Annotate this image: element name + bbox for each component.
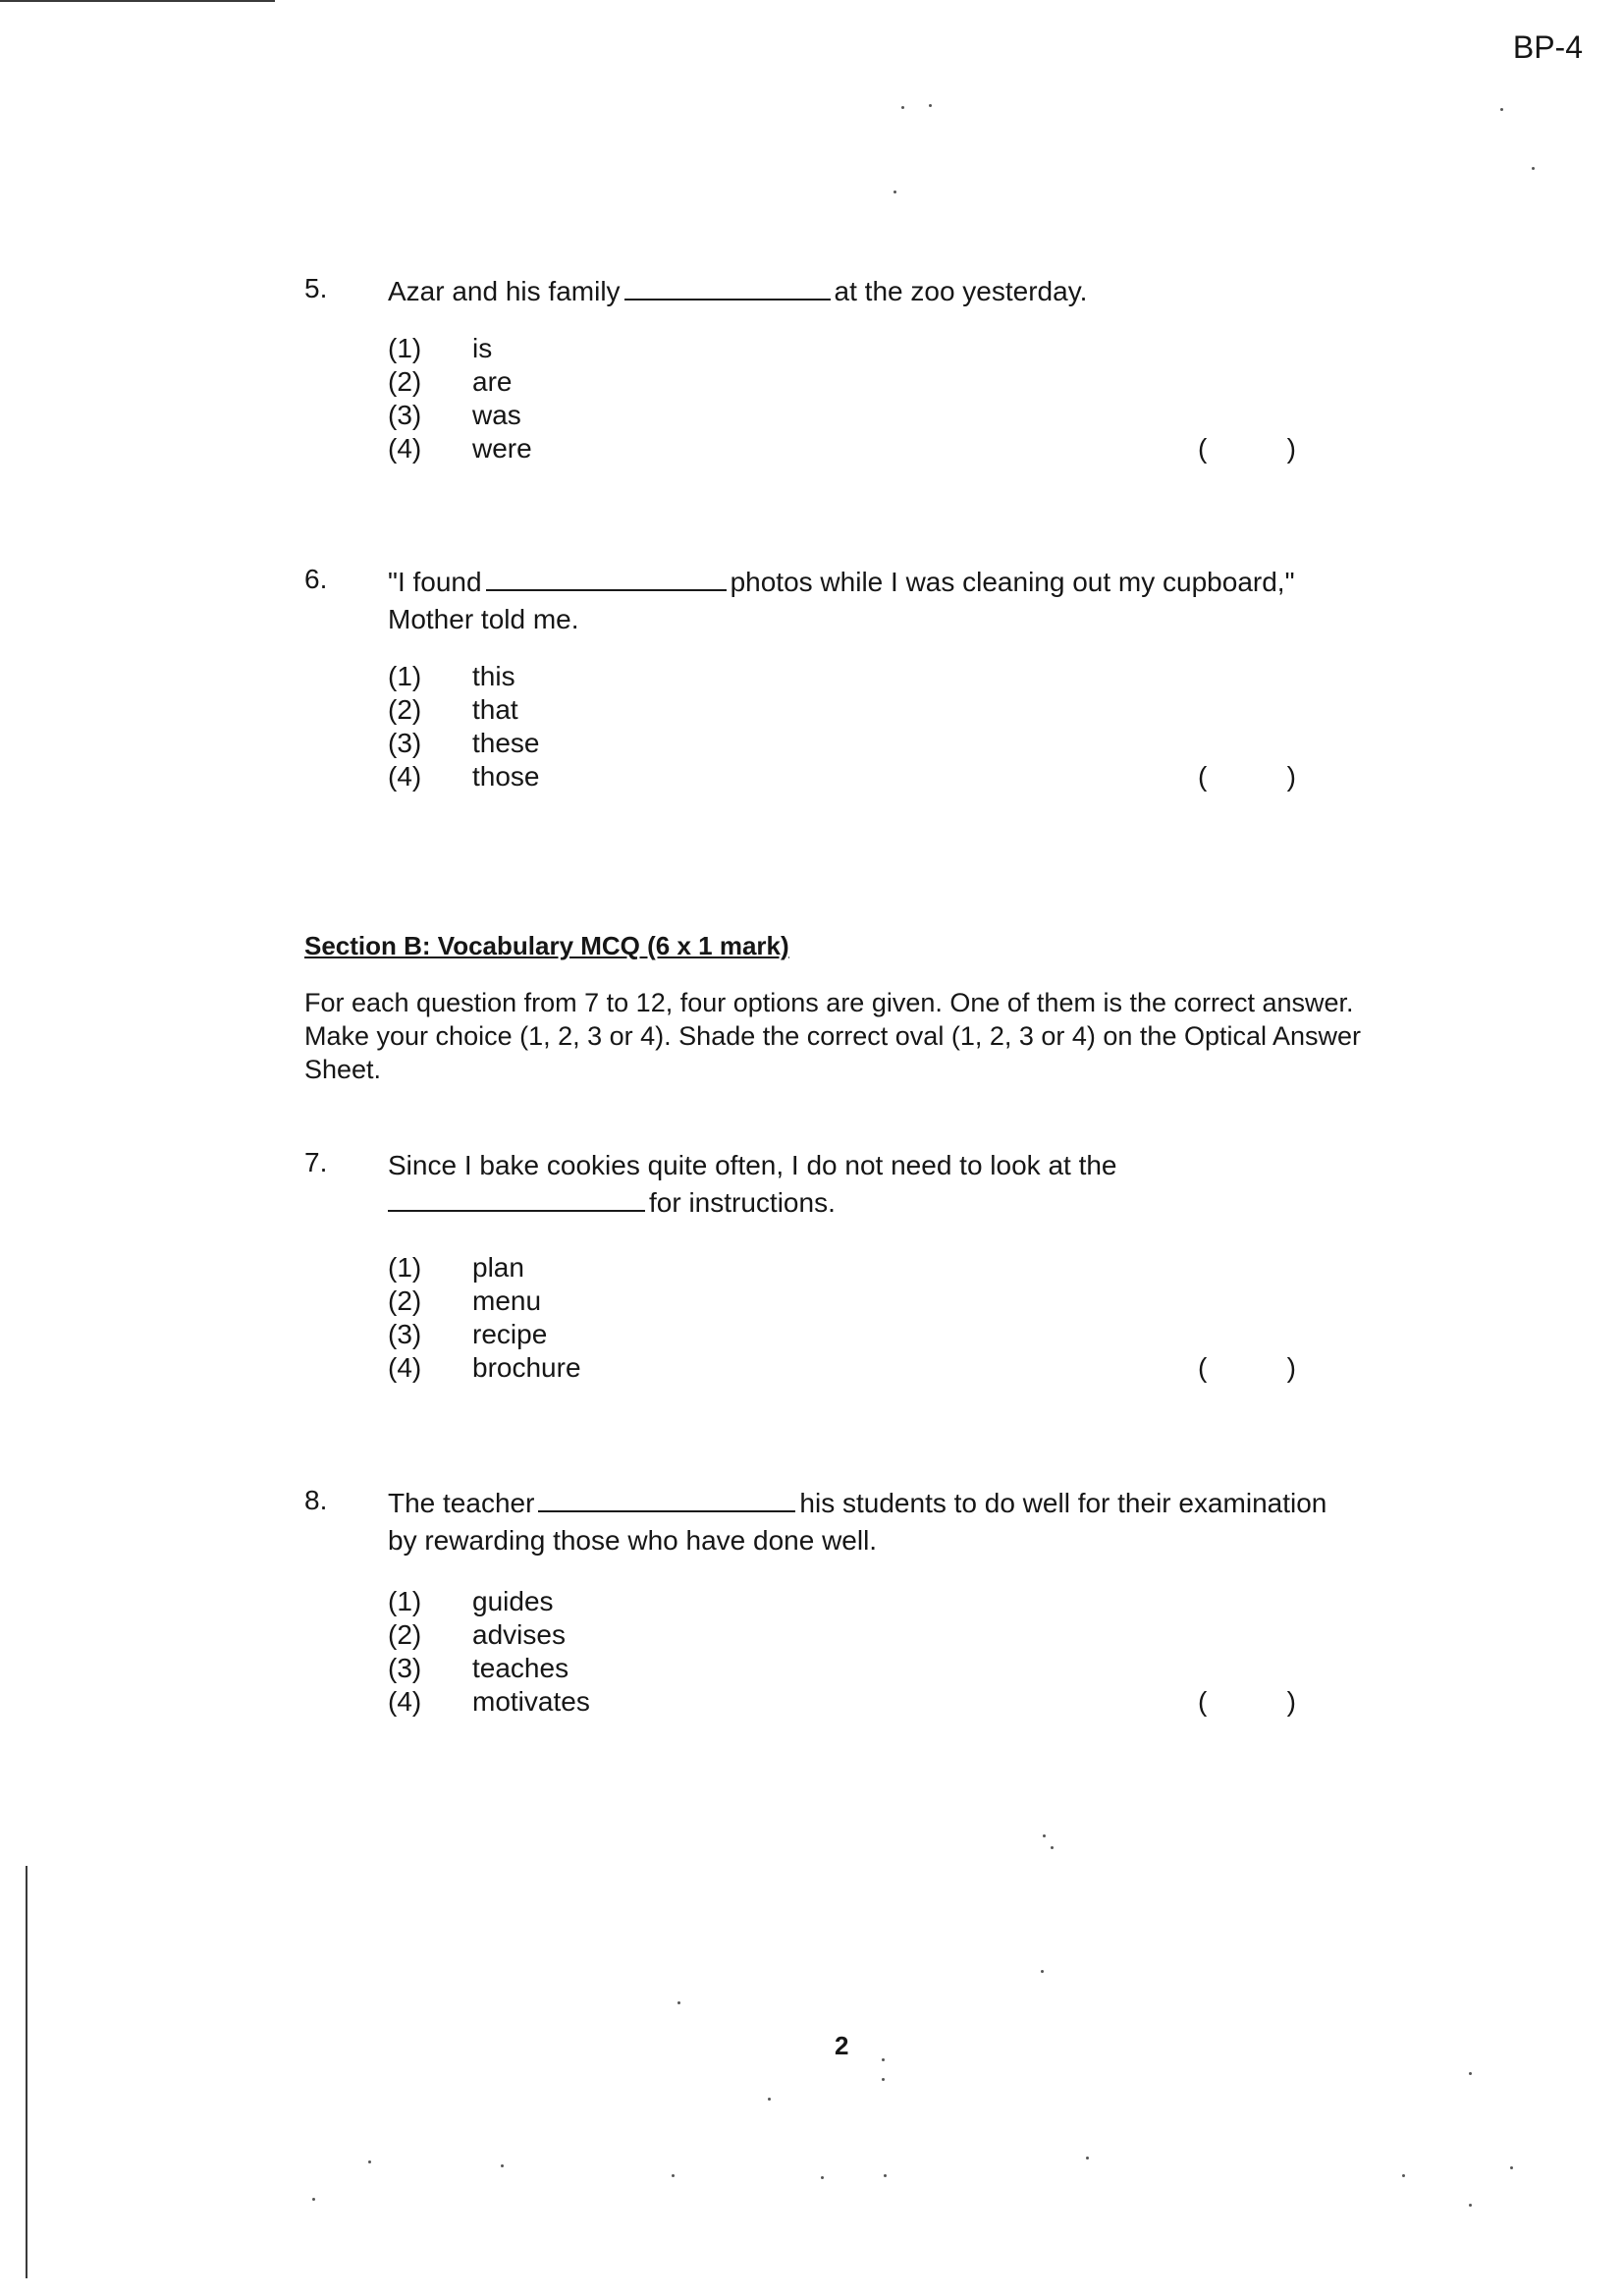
question-text: The teacher his students to do well for their examination by rewarding those who have done well. [388, 1485, 1326, 1559]
question-number: 8. [304, 1485, 328, 1515]
option-2: (2) menu [388, 1285, 542, 1316]
answer-blank [624, 273, 831, 301]
option-1: (1) is [388, 333, 493, 363]
option-1: (1) plan [388, 1252, 524, 1283]
options-list [388, 660, 1384, 793]
options-list [388, 1585, 1384, 1719]
option-1: (1) this [388, 661, 515, 691]
question-8 [304, 1485, 1384, 1719]
option-4: (4) were [388, 433, 532, 464]
page-number: 2 [835, 2031, 849, 2060]
page-code: BP-4 [1512, 29, 1583, 65]
option-4: (4) motivates [388, 1686, 590, 1717]
section-b-instructions: For each question from 7 to 12, four options are given. One of them is the correct answer. Make your choice (1, 2, 3 or 4). Shade the correct oval (1, 2, 3 or 4) on the Optical Answer Sheet. [304, 988, 1362, 1084]
option-1: (1) guides [388, 1586, 554, 1616]
answer-blank [538, 1485, 795, 1512]
option-4: (4) brochure [388, 1352, 581, 1383]
question-number: 6. [304, 564, 328, 594]
options-list [388, 332, 1384, 465]
option-3: (3) teaches [388, 1653, 569, 1683]
question-7 [304, 1147, 1384, 1385]
question-number: 5. [304, 273, 328, 303]
question-5 [304, 273, 1384, 465]
answer-brackets: ( ) [1198, 433, 1296, 464]
question-text: "I found photos while I was cleaning out my cupboard," Mother told me. [388, 564, 1295, 638]
answer-blank [388, 1184, 645, 1212]
option-3: (3) was [388, 400, 521, 430]
option-2: (2) are [388, 366, 513, 397]
left-margin-line [26, 1866, 27, 2278]
answer-brackets: ( ) [1198, 761, 1296, 792]
answer-brackets: ( ) [1198, 1352, 1296, 1383]
question-number: 7. [304, 1147, 328, 1177]
question-text: Azar and his family at the zoo yesterday. [388, 273, 1087, 310]
top-border-line [0, 0, 275, 2]
section-b-title: Section B: Vocabulary MCQ (6 x 1 mark) [304, 931, 789, 960]
option-2: (2) that [388, 694, 518, 725]
answer-brackets: ( ) [1198, 1686, 1296, 1717]
options-list [388, 1251, 1384, 1385]
answer-blank [486, 564, 727, 591]
option-4: (4) those [388, 761, 540, 792]
option-2: (2) advises [388, 1619, 566, 1650]
option-3: (3) recipe [388, 1319, 548, 1349]
question-6 [304, 564, 1384, 793]
option-3: (3) these [388, 728, 540, 758]
question-text: Since I bake cookies quite often, I do not need to look at the for instructions. [388, 1150, 1117, 1218]
